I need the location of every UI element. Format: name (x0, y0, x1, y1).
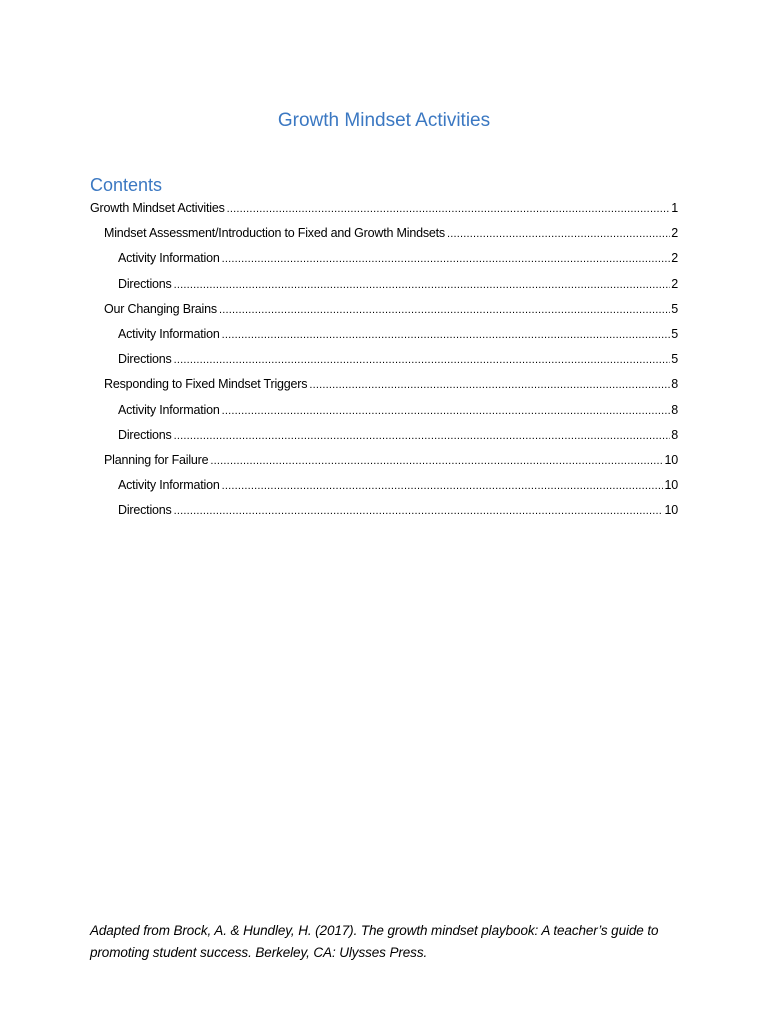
toc-entry-label: Directions (118, 352, 172, 367)
toc-entry-page: 5 (671, 352, 678, 367)
toc-entry-page: 2 (671, 226, 678, 241)
toc-entry[interactable] (90, 197, 678, 222)
toc-dot-leader (227, 198, 671, 220)
toc-entry-label: Planning for Failure (104, 452, 209, 467)
toc-entry[interactable] (90, 373, 678, 398)
toc-entry-label: Activity Information (118, 251, 220, 266)
toc-dot-leader (309, 374, 670, 396)
toc-entry-label: Directions (118, 427, 172, 442)
toc-entry[interactable] (90, 449, 678, 474)
toc-entry-label: Responding to Fixed Mindset Triggers (104, 377, 308, 392)
toc-entry-page: 8 (671, 402, 678, 417)
toc-heading: Contents (90, 175, 163, 195)
toc-entry[interactable] (90, 348, 678, 373)
toc-entry[interactable] (90, 247, 678, 272)
toc-entry-label: Mindset Assessment/Introduction to Fixed and Growth Mindsets (104, 226, 445, 241)
toc-entry-label: Activity Information (118, 326, 220, 341)
document-title: Growth Mindset Activities (277, 110, 491, 131)
toc-dot-leader (222, 324, 671, 346)
toc-entry-label: Directions (118, 503, 172, 518)
toc-entry-label: Growth Mindset Activities (90, 201, 225, 215)
toc-entry-label: Activity Information (118, 478, 220, 493)
toc-entry[interactable] (90, 424, 678, 449)
toc-entry[interactable] (90, 499, 678, 524)
toc-entry-page: 10 (664, 478, 678, 493)
toc-dot-leader (222, 475, 664, 497)
toc-entry-page: 8 (671, 427, 678, 442)
toc-entry-page: 10 (664, 503, 678, 518)
toc-dot-leader (222, 248, 671, 270)
toc-entry[interactable] (90, 273, 678, 298)
toc-entry-page: 5 (671, 301, 678, 316)
source-citation: Adapted from Brock, A. & Hundley, H. (2017). The growth mindset playbook: A teacher’s guide to promoting student success. Berkeley, CA: Ulysses Press. (90, 922, 659, 960)
toc-dot-leader (174, 349, 671, 371)
toc-entry[interactable] (90, 323, 678, 348)
toc-entry-page: 5 (671, 326, 678, 341)
toc-entry-page: 8 (671, 377, 678, 392)
toc-dot-leader (174, 425, 671, 447)
toc-dot-leader (174, 500, 664, 522)
toc-dot-leader (447, 223, 670, 245)
toc-entry-label: Our Changing Brains (104, 301, 217, 316)
toc-entry[interactable] (90, 399, 678, 424)
toc-entry-page: 2 (671, 276, 678, 291)
toc-entry-page: 10 (664, 452, 678, 467)
toc-entry[interactable] (90, 298, 678, 323)
toc-dot-leader (219, 299, 670, 321)
table-of-contents (90, 197, 678, 524)
toc-entry[interactable] (90, 474, 678, 499)
toc-dot-leader (174, 274, 671, 296)
toc-dot-leader (222, 400, 671, 422)
toc-entry[interactable] (90, 222, 678, 247)
toc-entry-page: 2 (671, 251, 678, 266)
toc-dot-leader (210, 450, 663, 472)
toc-entry-label: Directions (118, 276, 172, 291)
toc-entry-label: Activity Information (118, 402, 220, 417)
toc-entry-page: 1 (671, 201, 678, 215)
